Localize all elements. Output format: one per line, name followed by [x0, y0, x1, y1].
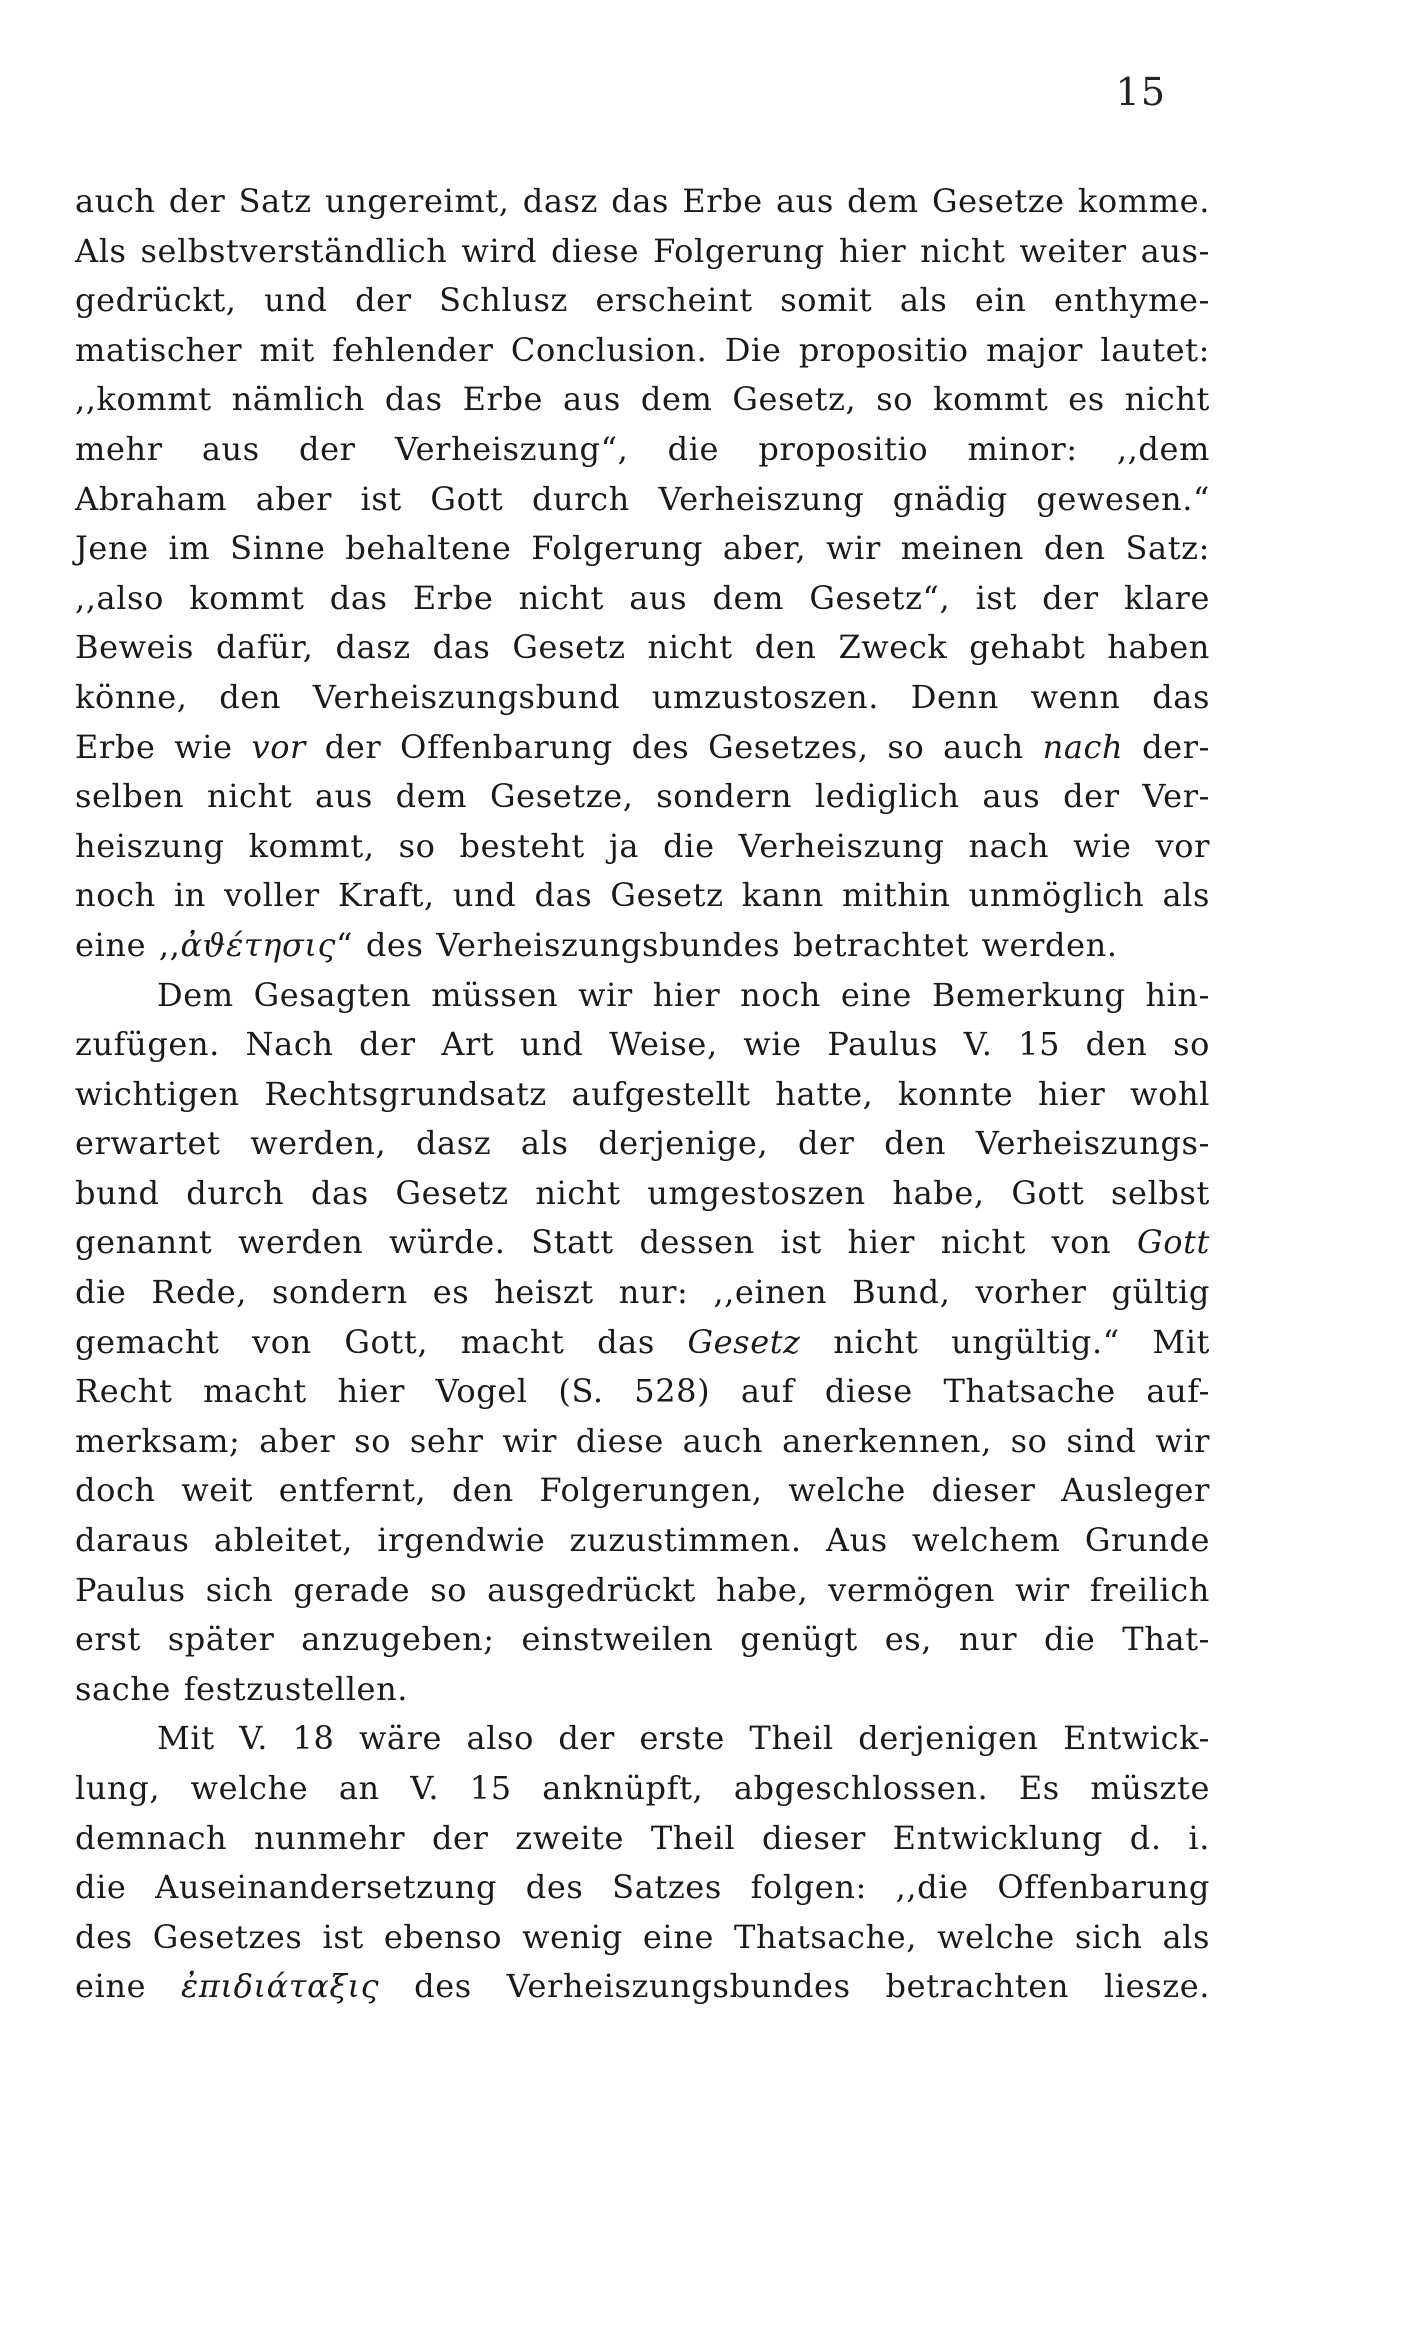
text-line: Paulus sich gerade so ausgedrückt habe, vermögen wir freilich: [75, 1570, 1210, 1609]
italic-word: vor: [251, 727, 306, 766]
text-line: merksam; aber so sehr wir diese auch anerkennen, so sind wir: [75, 1421, 1210, 1460]
text-line: ,,also kommt das Erbe nicht aus dem Gesetz“, ist der klare: [75, 578, 1210, 617]
italic-word: nach: [1042, 727, 1124, 766]
text-line: eine ,,ἀϑέτησις“ des Verheiszungsbundes betrachtet werden.: [75, 925, 1118, 964]
text-line: erst später anzugeben; einstweilen genügt es, nur die That-: [75, 1620, 1210, 1659]
text-line: Mit V. 18 wäre also der erste Theil derjenigen Entwick-: [157, 1719, 1210, 1758]
italic-word: Gesetz: [687, 1322, 801, 1361]
italic-word: ἐπιδιάταξις: [181, 1967, 380, 2006]
text-line: sache festzustellen.: [75, 1669, 409, 1708]
text-line: matischer mit fehlender Conclusion. Die propositio major lautet:: [75, 330, 1210, 369]
italic-word: Gott: [1137, 1223, 1210, 1262]
text-line: Als selbstverständlich wird diese Folgerung hier nicht weiter aus-: [75, 231, 1210, 270]
text-line: eine ἐπιδιάταξις des Verheiszungsbundes betrachten liesze.: [75, 1967, 1211, 2006]
text-line: heiszung kommt, so besteht ja die Verheiszung nach wie vor: [75, 826, 1210, 865]
text-line: Abraham aber ist Gott durch Verheiszung gnädig gewesen.“: [75, 479, 1210, 518]
text-line: Jene im Sinne behaltene Folgerung aber, wir meinen den Satz:: [75, 529, 1210, 568]
text-line: lung, welche an V. 15 anknüpft, abgeschlossen. Es müszte: [75, 1769, 1210, 1807]
text-line: die Auseinandersetzung des Satzes folgen: ,,die Offenbarung: [75, 1868, 1210, 1907]
text-line: zufügen. Nach der Art und Weise, wie Paulus V. 15 den so: [75, 1025, 1210, 1064]
text-line: des Gesetzes ist ebenso wenig eine Thatsache, welche sich als: [75, 1917, 1210, 1956]
text-line: könne, den Verheiszungsbund umzustoszen. Denn wenn das: [75, 677, 1210, 716]
text-line: gedrückt, und der Schlusz erscheint somit als ein enthyme-: [75, 281, 1210, 320]
text-line: erwartet werden, dasz als derjenige, der den Verheiszungs-: [75, 1124, 1210, 1163]
text-line: bund durch das Gesetz nicht umgestoszen habe, Gott selbst: [75, 1173, 1210, 1212]
text-line: genannt werden würde. Statt dessen ist hier nicht von Gott: [75, 1223, 1210, 1262]
text-line: daraus ableitet, irgendwie zuzustimmen. Aus welchem Grunde: [75, 1521, 1210, 1560]
body-text: [75, 177, 1210, 2012]
page-number: 15: [1115, 70, 1166, 114]
italic-word: ἀϑέτησις: [180, 925, 337, 964]
text-line: mehr aus der Verheiszung“, die propositio minor: ,,dem: [75, 429, 1210, 468]
text-line: Beweis dafür, dasz das Gesetz nicht den Zweck gehabt haben: [75, 628, 1210, 667]
text-line: Recht macht hier Vogel (S. 528) auf diese Thatsache auf-: [75, 1372, 1210, 1411]
text-line: ,,kommt nämlich das Erbe aus dem Gesetz, so kommt es nicht: [75, 380, 1210, 419]
text-line: demnach nunmehr der zweite Theil dieser Entwicklung d. i.: [75, 1818, 1210, 1857]
text-line: Dem Gesagten müssen wir hier noch eine Bemerkung hin-: [157, 975, 1210, 1014]
text-line: gemacht von Gott, macht das Gesetz nicht ungültig.“ Mit: [75, 1322, 1210, 1361]
text-line: noch in voller Kraft, und das Gesetz kann mithin unmöglich als: [75, 876, 1210, 915]
text-line: auch der Satz ungereimt, dasz das Erbe aus dem Gesetze komme.: [75, 182, 1210, 220]
text-line: die Rede, sondern es heiszt nur: ,,einen Bund, vorher gültig: [75, 1273, 1210, 1312]
text-line: selben nicht aus dem Gesetze, sondern lediglich aus der Ver-: [75, 777, 1210, 816]
text-line: doch weit entfernt, den Folgerungen, welche dieser Ausleger: [75, 1471, 1210, 1510]
text-line: wichtigen Rechtsgrundsatz aufgestellt hatte, konnte hier wohl: [75, 1074, 1210, 1113]
text-line: Erbe wie vor der Offenbarung des Gesetzes, so auch nach der-: [75, 727, 1210, 766]
